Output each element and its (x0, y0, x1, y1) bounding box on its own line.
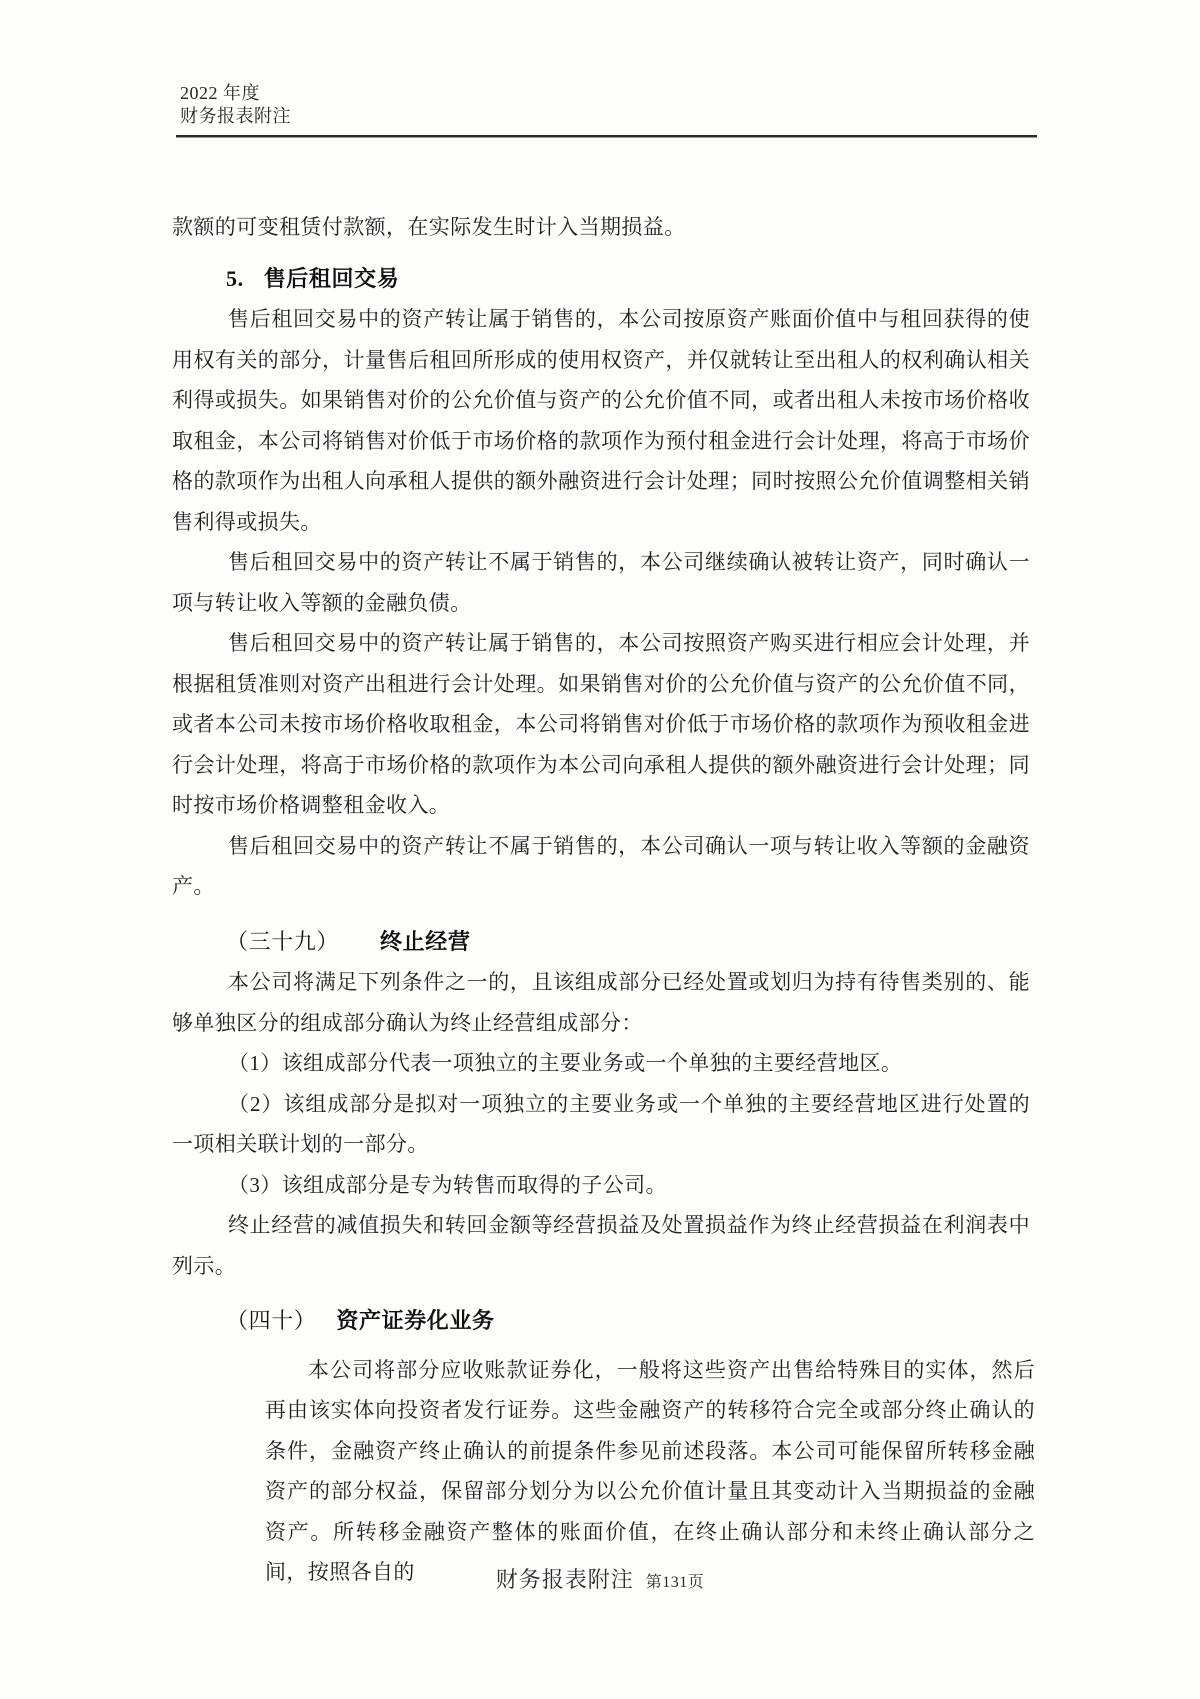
header-year-line: 2022 年度 (180, 83, 260, 103)
paragraph-discontinued-intro: 本公司将满足下列条件之一的，且该组成部分已经处置或划归为持有待售类别的、能够单独区分的组成部分确认为终止经营组成部分： (172, 970, 1030, 1035)
paragraph-sale-leaseback-1: 售后租回交易中的资产转让属于销售的，本公司按原资产账面价值中与租回获得的使用权有关的部分，计量售后租回所形成的使用权资产，并仅就转让至出租人的权利确认相关利得或损失。如果销售对价的公允价值与资产的公允价值不同，或者出租人未按市场价格收取租金，本公司将销售对价低于市场价格的款项作为预付租金进行会计处理，将高于市场价格的款项作为出租人向承租人提供的额外融资进行会计处理；同时按照公允价值调整相关销售利得或损失。 (172, 307, 1030, 534)
section-number: （四十） (226, 1308, 317, 1333)
paragraph-sale-leaseback-3: 售后租回交易中的资产转让属于销售的，本公司按照资产购买进行相应会计处理，并根据租赁准则对资产出租进行会计处理。如果销售对价的公允价值与资产的公允价值不同，或者本公司未按市场价格收取租金，本公司将销售对价低于市场价格的款项作为预收租金进行会计处理，将高于市场价格的款项作为本公司向承租人提供的额外融资进行会计处理；同时按市场价格调整租金收入。 (172, 631, 1030, 817)
body-text (172, 207, 1035, 1593)
section-title: 终止经营 (380, 928, 471, 954)
section-heading-40 (226, 1301, 1030, 1342)
paragraph-discontinued-closing: 终止经营的减值损失和转回金额等经营损益及处置损益作为终止经营损益在利润表中列示。 (172, 1213, 1030, 1278)
section-title: 资产证券化业务 (336, 1308, 495, 1333)
section-number: 5. (226, 265, 244, 291)
header-rule (176, 135, 1037, 138)
header-title-line: 财务报表附注 (180, 106, 291, 126)
section-title: 售后租回交易 (263, 265, 400, 291)
paragraph-continuation: 款额的可变租赁付款额，在实际发生时计入当期损益。 (172, 215, 686, 239)
list-item-discontinued-1: （1）该组成部分代表一项独立的主要业务或一个单独的主要经营地区。 (228, 1051, 903, 1075)
paragraph-sale-leaseback-4: 售后租回交易中的资产转让不属于销售的，本公司确认一项与转让收入等额的金融资产。 (172, 833, 1030, 898)
page-header (180, 82, 291, 128)
section-number: （三十九） (226, 928, 340, 954)
paragraph-sale-leaseback-2: 售后租回交易中的资产转让不属于销售的，本公司继续确认被转让资产，同时确认一项与转让收入等额的金融负债。 (172, 550, 1030, 615)
list-item-discontinued-3: （3）该组成部分是专为转售而取得的子公司。 (228, 1172, 667, 1197)
footer-page-number: 第131页 (645, 1574, 705, 1591)
section-heading-5 (226, 259, 1030, 300)
paragraph-securitization: 本公司将部分应收账款证券化，一般将这些资产出售给特殊目的实体，然后再由该实体向投资者发行证券。这些金融资产的转移符合完全或部分终止确认的条件，金融资产终止确认的前提条件参见前述段落。本公司可能保留所转移金融资产的部分权益，保留部分划分为以公允价值计量且其变动计入当期损益的金融资产。所转移金融资产整体的账面价值，在终止确认部分和未终止确认部分之间，按照各自的 (265, 1357, 1035, 1584)
page-footer (0, 1563, 1200, 1594)
list-item-discontinued-2: （2）该组成部分是拟对一项独立的主要业务或一个单独的主要经营地区进行处置的一项相关联计划的一部分。 (172, 1091, 1030, 1156)
footer-label: 财务报表附注 (495, 1567, 634, 1592)
section-heading-39 (226, 922, 1030, 963)
